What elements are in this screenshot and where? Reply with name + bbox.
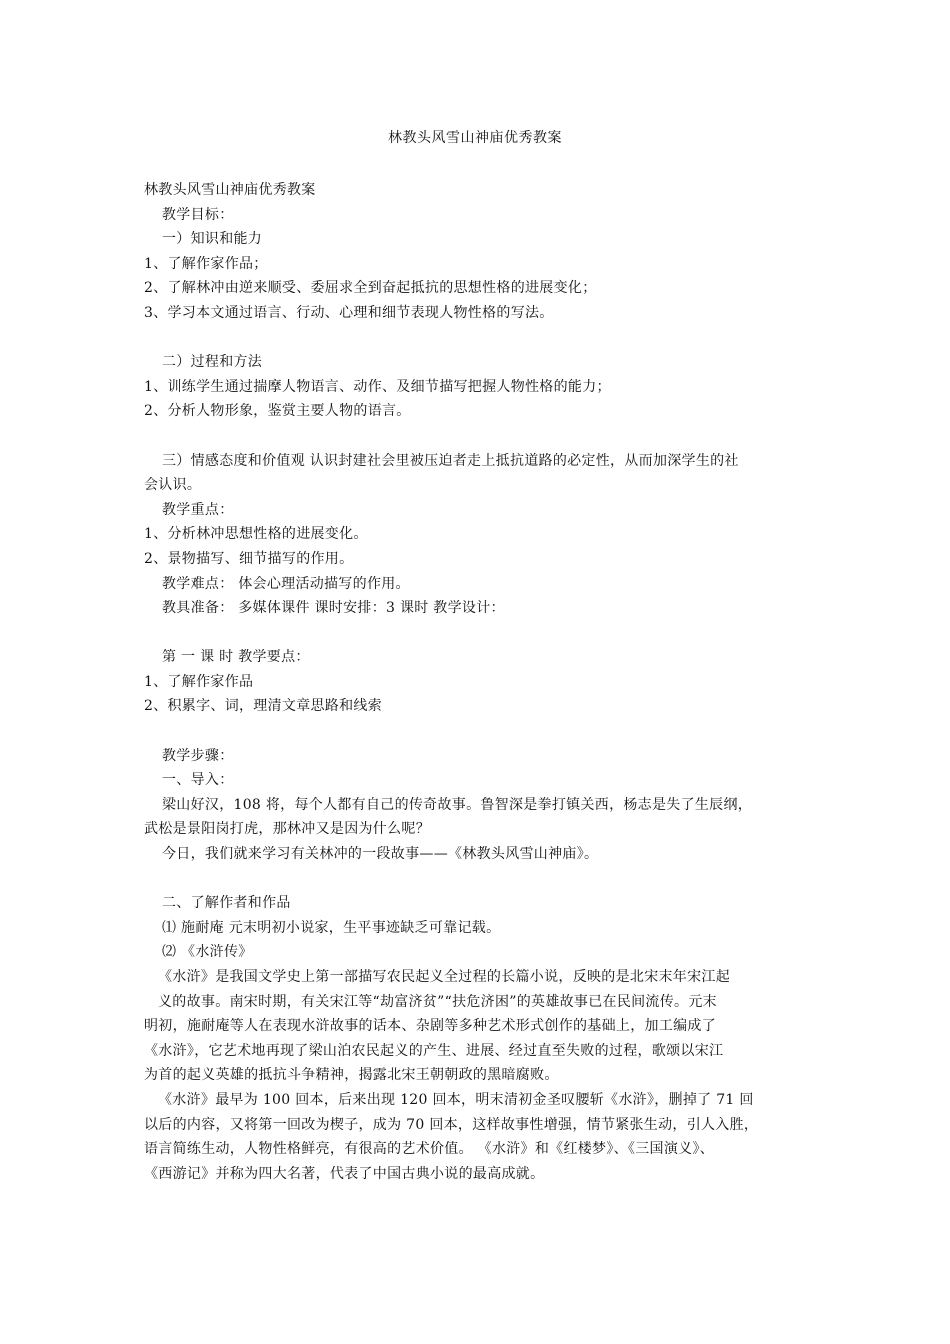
text-line: 一）知识和能力 [162, 231, 263, 248]
text-line: 教学步骤： [162, 747, 234, 764]
text-line: 教学难点： 体会心理活动描写的作用。 [162, 575, 410, 592]
text-line: 3、学习本文通过语言、行动、心理和细节表现人物性格的写法。 [144, 304, 554, 321]
document-title: 林教头风雪山神庙优秀教案 [388, 130, 562, 146]
text-line: 1、了解作家作品； [144, 255, 268, 272]
text-line: 《水浒》最早为 100 回本，后来出现 120 回本，明末清初金圣叹腰斩《水浒》，删掉了 71 回 [158, 1091, 754, 1108]
text-line: 以后的内容，又将第一回改为楔子，成为 70 回本，这样故事性增强，情节紧张生动，引人入胜， [144, 1116, 759, 1133]
text-line: 1、了解作家作品 [144, 673, 254, 690]
text-line: 2、分析人物形象，鉴赏主要人物的语言。 [144, 403, 411, 420]
blank-line [144, 326, 812, 351]
blank-line [144, 867, 812, 892]
text-line: 明初，施耐庵等人在表现水浒故事的话本、杂剧等多种艺术形式创作的基础上，加工编成了 [144, 1018, 716, 1035]
body-heading: 林教头风雪山神庙优秀教案 [144, 182, 316, 198]
text-line: 义的故事。南宋时期，有关宋江等“劫富济贫”“扶危济困”的英雄故事已在民间流传。元末 [158, 993, 717, 1010]
text-line: 教学重点： [162, 501, 234, 518]
text-line: ⑴ 施耐庵 元末明初小说家，生平事迹缺乏可靠记载。 [162, 919, 501, 936]
text-line: 第 一 课 时 教学要点： [162, 649, 310, 666]
blank-line [144, 424, 812, 449]
text-line: 1、训练学生通过揣摩人物语言、动作、及细节描写把握人物性格的能力； [144, 378, 611, 395]
text-line: 《水浒》是我国文学史上第一部描写农民起义全过程的长篇小说，反映的是北宋末年宋江起 [158, 969, 730, 985]
text-line: 二、了解作者和作品 [162, 895, 291, 912]
text-line: 2、景物描写、细节描写的作用。 [144, 550, 354, 567]
blank-line [144, 621, 812, 646]
text-line: 三）情感态度和价值观 认识封建社会里被压迫者走上抵抗道路的必定性，从而加深学生的社 [162, 452, 739, 469]
text-line: 1、分析林冲思想性格的进展变化。 [144, 526, 368, 543]
text-line: 一、导入： [162, 772, 234, 789]
text-line: 语言简练生动，人物性格鲜亮，有很高的艺术价值。 《水浒》和《红楼梦》、《三国演义》、 [144, 1141, 715, 1158]
text-line: 《水浒》，它艺术地再现了梁山泊农民起义的产生、进展、经过直至失败的过程，歌颂以宋江 [144, 1042, 724, 1059]
text-line: 为首的起义英雄的抵抗斗争精神，揭露北宋王朝朝政的黑暗腐败。 [144, 1067, 559, 1084]
text-line: 武松是景阳岗打虎，那林冲又是因为什么呢？ [144, 821, 430, 838]
text-line: 二）过程和方法 [162, 354, 263, 371]
text-line: 今日，我们就来学习有关林冲的一段故事——《林教头风雪山神庙》。 [162, 846, 599, 863]
text-line: 会认识。 [144, 477, 202, 494]
text-line: ⑵ 《水浒传》 [162, 944, 253, 961]
text-line: 《西游记》并称为四大名著，代表了中国古典小说的最高成就。 [144, 1165, 545, 1182]
text-line: 梁山好汉，108 将，每个人都有自己的传奇故事。鲁智深是拳打镇关西，杨志是失了生辰纲， [162, 796, 753, 813]
text-line: 教学目标： [162, 206, 234, 223]
text-line: 教具准备： 多媒体课件 课时安排：3 课时 教学设计： [162, 600, 505, 617]
text-line: 2、积累字、词，理清文章思路和线索 [144, 698, 383, 715]
document-body [144, 178, 812, 1186]
text-line: 2、了解林冲由逆来顺受、委屈求全到奋起抵抗的思想性格的进展变化； [144, 280, 597, 297]
blank-line [144, 719, 812, 744]
